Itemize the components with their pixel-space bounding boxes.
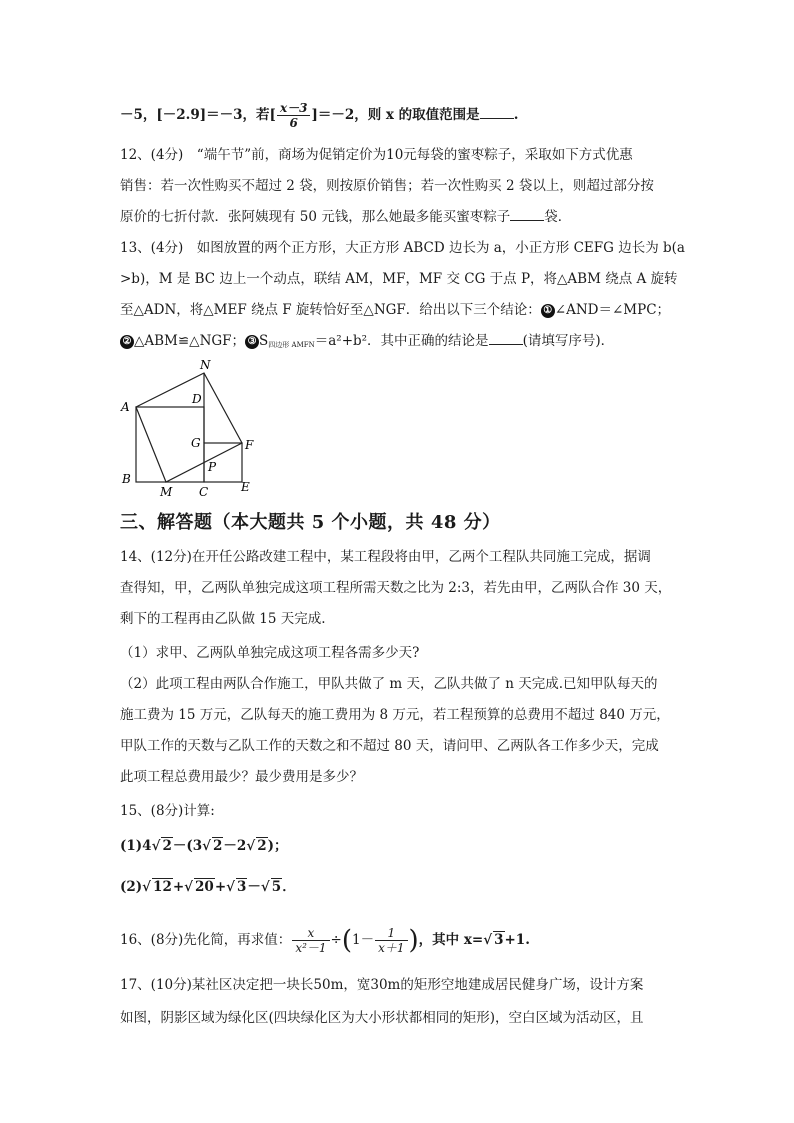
q16-prefix: 16、(8分)先化简，再求值： [120, 932, 292, 948]
q14-part-2-line-3: 甲队工作的天数与乙队工作的天数之和不超过 80 天，请问甲、乙两队各工作多少天，完成 [120, 738, 659, 754]
q15-e2-part-e: ． [282, 879, 296, 895]
q15-e1-part-c: －2 [223, 838, 247, 854]
q13-line-4 [120, 331, 680, 355]
q14-line-1: 14、(12分)在开任公路改建工程中，某工程段将由甲，乙两个工程队共同施工完成，据调 [120, 549, 651, 565]
circled-two-icon: ② [120, 335, 134, 349]
q13-line-2: >b)，M 是 BC 边上一个动点，联结 AM，MF，MF 交 CG 于点 P，将△ABM 绕点 A 旋转 [120, 271, 678, 287]
q15-e1-radicand-2: 2 [213, 838, 223, 854]
q15-e2-part-b: + [172, 879, 185, 895]
label-f: F [245, 438, 254, 452]
q12-line-3 [120, 207, 680, 227]
q14-line-3: 剩下的工程再由乙队做 15 天完成. [120, 611, 326, 627]
q13-conclusion-2: △ABM≌△NGF； [134, 333, 246, 349]
q17-line-2: 如图，阴影区域为绿化区(四块绿化区为大小形状都相同的矩形)，空白区域为活动区，且 [120, 1010, 644, 1026]
label-n: N [200, 358, 211, 372]
q15-e2-part-d: － [247, 879, 261, 895]
q15-e1-radicand-1: 2 [162, 838, 172, 854]
q15-e2-radicand-1: 12 [153, 879, 172, 895]
q13-line-3-post: ∠AND＝∠MPC； [554, 302, 671, 318]
section-3-heading: 三、解答题（本大题共 5 个小题，共 48 分） [120, 512, 501, 533]
q14-part-1: （1）求甲、乙两队单独完成这项工程各需多少天? [120, 645, 420, 661]
q15-e1-part-a: (1)4 [120, 838, 152, 854]
q15-e2-radicand-3: 3 [237, 879, 247, 895]
q11-text-pre: －5，[－2.9]＝－3，若[ [120, 107, 276, 123]
q15-e2-part-a: (2) [120, 879, 143, 895]
label-a: A [121, 400, 130, 414]
label-g: G [191, 436, 201, 450]
q15-expression-1: (1)4√ 2－(3√ 2－2√ 2)； [120, 838, 288, 854]
quadrilateral-amfn [136, 373, 242, 482]
q12-line-3-post: 袋． [544, 209, 572, 225]
q11-answer-blank[interactable] [480, 106, 514, 119]
q11-frac-denominator: 6 [289, 116, 298, 130]
label-p: P [208, 460, 217, 474]
q15-e1-radicand-3: 2 [257, 838, 267, 854]
q16-f1-numerator: x [292, 926, 329, 941]
q15-e2-part-c: + [214, 879, 227, 895]
q14-part-2-line-1: （2）此项工程由两队合作施工，甲队共做了 m 天，乙队共做了 n 天完成.已知甲队每天的 [120, 676, 658, 692]
q13-conclusion-3: ＝a²+b²．其中正确的结论是 [314, 333, 489, 349]
q16-line: 16、(8分)先化简，再求值： $\frac{x}{\text{x²－1}}$ ÷(1－ $\frac{1}{x+1}$ )，其中 x=√ 3+1. [120, 925, 530, 956]
q16-fraction-2 [375, 926, 407, 955]
q15-expression-2: (2)√ 12+√ 20+√ 3－√ 5． [120, 879, 296, 895]
circled-three-icon: ③ [245, 335, 259, 349]
q15-e2-radicand-2: 20 [195, 879, 214, 895]
q12-line-1: 12、(4分) “端午节”前，商场为促销定价为10元每袋的蜜枣粽子，采取如下方式优惠 [120, 147, 633, 163]
q13-area-subscript: 四边形 AMFN [268, 341, 315, 349]
q11-fraction [277, 101, 311, 130]
q13-line-4-end: (请填写序号)． [522, 333, 615, 349]
q11-text-post: ]＝－2，则 x 的取值范围是 [311, 107, 480, 123]
q16-condition-post: +1. [504, 932, 530, 948]
q13-area-symbol: S [259, 333, 269, 349]
q15-e1-part-b: －(3 [172, 838, 203, 854]
q13-answer-blank[interactable] [489, 332, 523, 345]
label-b: B [122, 472, 131, 486]
q13-line-3 [120, 300, 680, 320]
q14-line-2: 查得知，甲，乙两队单独完成这项工程所需天数之比为 2:3，若先由甲，乙两队合作 30 天， [120, 580, 672, 596]
q13-line-3-pre: 至△ADN，将△MEF 绕点 F 旋转恰好至△NGF．给出以下三个结论： [120, 302, 541, 318]
q11-text-end: . [513, 107, 519, 123]
q16-one-minus: 1－ [352, 932, 375, 948]
q15-title: 15、(8分)计算: [120, 803, 215, 819]
q16-f2-numerator: 1 [375, 926, 407, 941]
q13-geometry-figure [116, 355, 266, 500]
q15-e2-radicand-4: 5 [271, 879, 282, 895]
q14-part-2-line-2: 施工费为 15 万元，乙队每天的施工费用为 8 万元，若工程预算的总费用不超过 840 万元， [120, 707, 670, 723]
label-e: E [241, 480, 250, 494]
q16-f2-denominator: x＋1 [378, 941, 405, 955]
q17-line-1: 17、(10分)某社区决定把一块长50m，宽30m的矩形空地建成居民健身广场，设计方案 [120, 977, 644, 993]
q16-radicand: 3 [494, 932, 504, 948]
q15-e1-part-d: )； [267, 838, 288, 854]
q11-frac-numerator: x－3 [277, 101, 311, 116]
q12-line-2: 销售：若一次性购买不超过 2 袋，则按原价销售；若一次性购买 2 袋以上，则超过部分按 [120, 178, 654, 194]
label-m: M [160, 485, 173, 499]
circled-one-icon: ① [541, 304, 555, 318]
q16-divide-sign: ÷ [330, 932, 342, 948]
q16-f1-denominator: x²－1 [295, 941, 327, 955]
q11-tail-line [120, 101, 680, 130]
q13-line-1: 13、(4分) 如图放置的两个正方形，大正方形 ABCD 边长为 a，小正方形 CEFG 边长为 b(a [120, 240, 685, 256]
q14-part-2-line-4: 此项工程总费用最少？最少费用是多少？ [120, 769, 363, 785]
q16-fraction-1 [292, 926, 329, 955]
label-c: C [199, 485, 209, 499]
q16-condition-pre: ，其中 x= [418, 932, 484, 948]
q12-line-3-pre: 原价的七折付款．张阿姨现有 50 元钱，那么她最多能买蜜枣粽子 [120, 209, 511, 225]
q12-answer-blank[interactable] [510, 208, 544, 221]
label-d: D [192, 392, 202, 406]
